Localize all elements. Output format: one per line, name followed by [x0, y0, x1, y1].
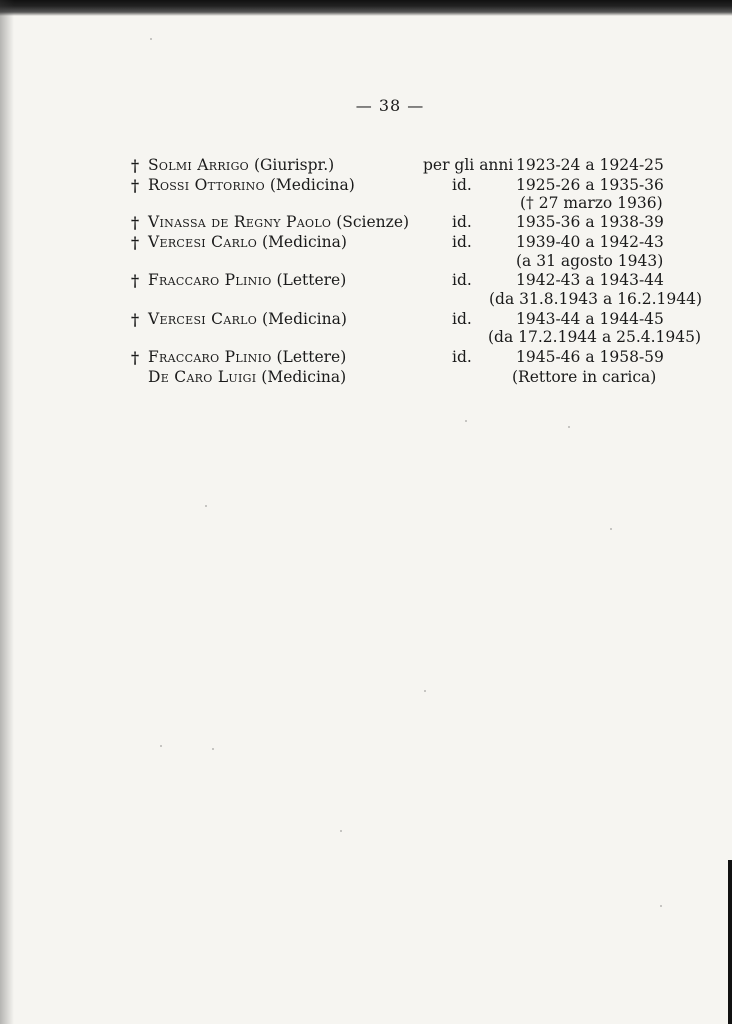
term-note: († 27 marzo 1936): [520, 194, 663, 212]
term-years: 1925-26 a 1935-36: [516, 176, 664, 194]
term-years: (Rettore in carica): [512, 368, 657, 386]
rector-name: [148, 367, 346, 388]
scan-speck: [465, 420, 467, 422]
rector-faculty: (Medicina): [269, 176, 355, 194]
scan-right-edge: [728, 860, 732, 1024]
deceased-cross: †: [131, 213, 140, 232]
term-years: 1943-44 a 1944-45: [516, 310, 664, 328]
rector-faculty: (Medicina): [261, 368, 347, 386]
deceased-cross: †: [131, 156, 140, 175]
rector-entry: [0, 347, 732, 368]
rector-entry: [0, 212, 732, 233]
scan-speck: [150, 38, 152, 40]
period-label: id.: [452, 348, 472, 366]
scan-speck: [340, 830, 342, 832]
rector-entry: [0, 155, 732, 176]
rector-entry: [0, 309, 732, 330]
term-note: (a 31 agosto 1943): [516, 252, 664, 270]
rector-faculty: (Medicina): [262, 310, 347, 328]
rector-faculty: (Medicina): [262, 233, 347, 251]
term-years: 1939-40 a 1942-43: [516, 233, 664, 251]
scan-speck: [568, 426, 570, 428]
term-years: 1923-24 a 1924-25: [516, 156, 664, 174]
term-years: 1945-46 a 1958-59: [516, 348, 664, 366]
rector-surname: De Caro Luigi: [148, 368, 257, 386]
scan-speck: [424, 690, 426, 692]
scan-left-edge: [0, 0, 14, 1024]
rector-name: [148, 155, 334, 176]
rector-entry: [0, 175, 732, 196]
rector-entry: [0, 232, 732, 253]
period-label: id.: [452, 271, 472, 289]
rector-surname: Rossi Ottorino: [148, 176, 265, 194]
period-label: id.: [452, 213, 472, 231]
rector-name: [148, 270, 346, 291]
scan-speck: [212, 748, 214, 750]
rector-surname: Solmi Arrigo: [148, 156, 249, 174]
scan-speck: [160, 745, 162, 747]
term-years: 1942-43 a 1943-44: [516, 271, 664, 289]
term-years: 1935-36 a 1938-39: [516, 213, 664, 231]
rector-name: [148, 309, 347, 330]
rector-faculty: (Scienze): [336, 213, 410, 231]
rector-faculty: (Lettere): [276, 271, 347, 289]
scan-top-edge: [0, 0, 732, 16]
period-label: id.: [452, 310, 472, 328]
rector-name: [148, 175, 355, 196]
rector-name: [148, 347, 346, 368]
page-number: — 38 —: [355, 96, 425, 115]
rector-surname: Vercesi Carlo: [148, 233, 258, 251]
rector-faculty: (Lettere): [276, 348, 347, 366]
scan-speck: [660, 905, 662, 907]
rector-name: [148, 232, 347, 253]
rector-surname: Fraccaro Plinio: [148, 271, 272, 289]
scan-speck: [205, 505, 207, 507]
rector-name: [148, 212, 409, 233]
rector-faculty: (Giurispr.): [253, 156, 335, 174]
period-label: per gli anni: [423, 156, 514, 174]
scan-speck: [610, 528, 612, 530]
deceased-cross: †: [131, 233, 140, 252]
period-label: id.: [452, 233, 472, 251]
term-note: (da 17.2.1944 a 25.4.1945): [488, 328, 702, 346]
period-label: id.: [452, 176, 472, 194]
rector-entry: [0, 270, 732, 291]
rector-entry: [0, 367, 732, 388]
deceased-cross: †: [131, 310, 140, 329]
deceased-cross: †: [131, 348, 140, 367]
rector-surname: Vinassa de Regny Paolo: [148, 213, 332, 231]
rector-surname: Fraccaro Plinio: [148, 348, 272, 366]
deceased-cross: †: [131, 271, 140, 290]
rector-surname: Vercesi Carlo: [148, 310, 258, 328]
deceased-cross: †: [131, 176, 140, 195]
term-note: (da 31.8.1943 a 16.2.1944): [489, 290, 703, 308]
